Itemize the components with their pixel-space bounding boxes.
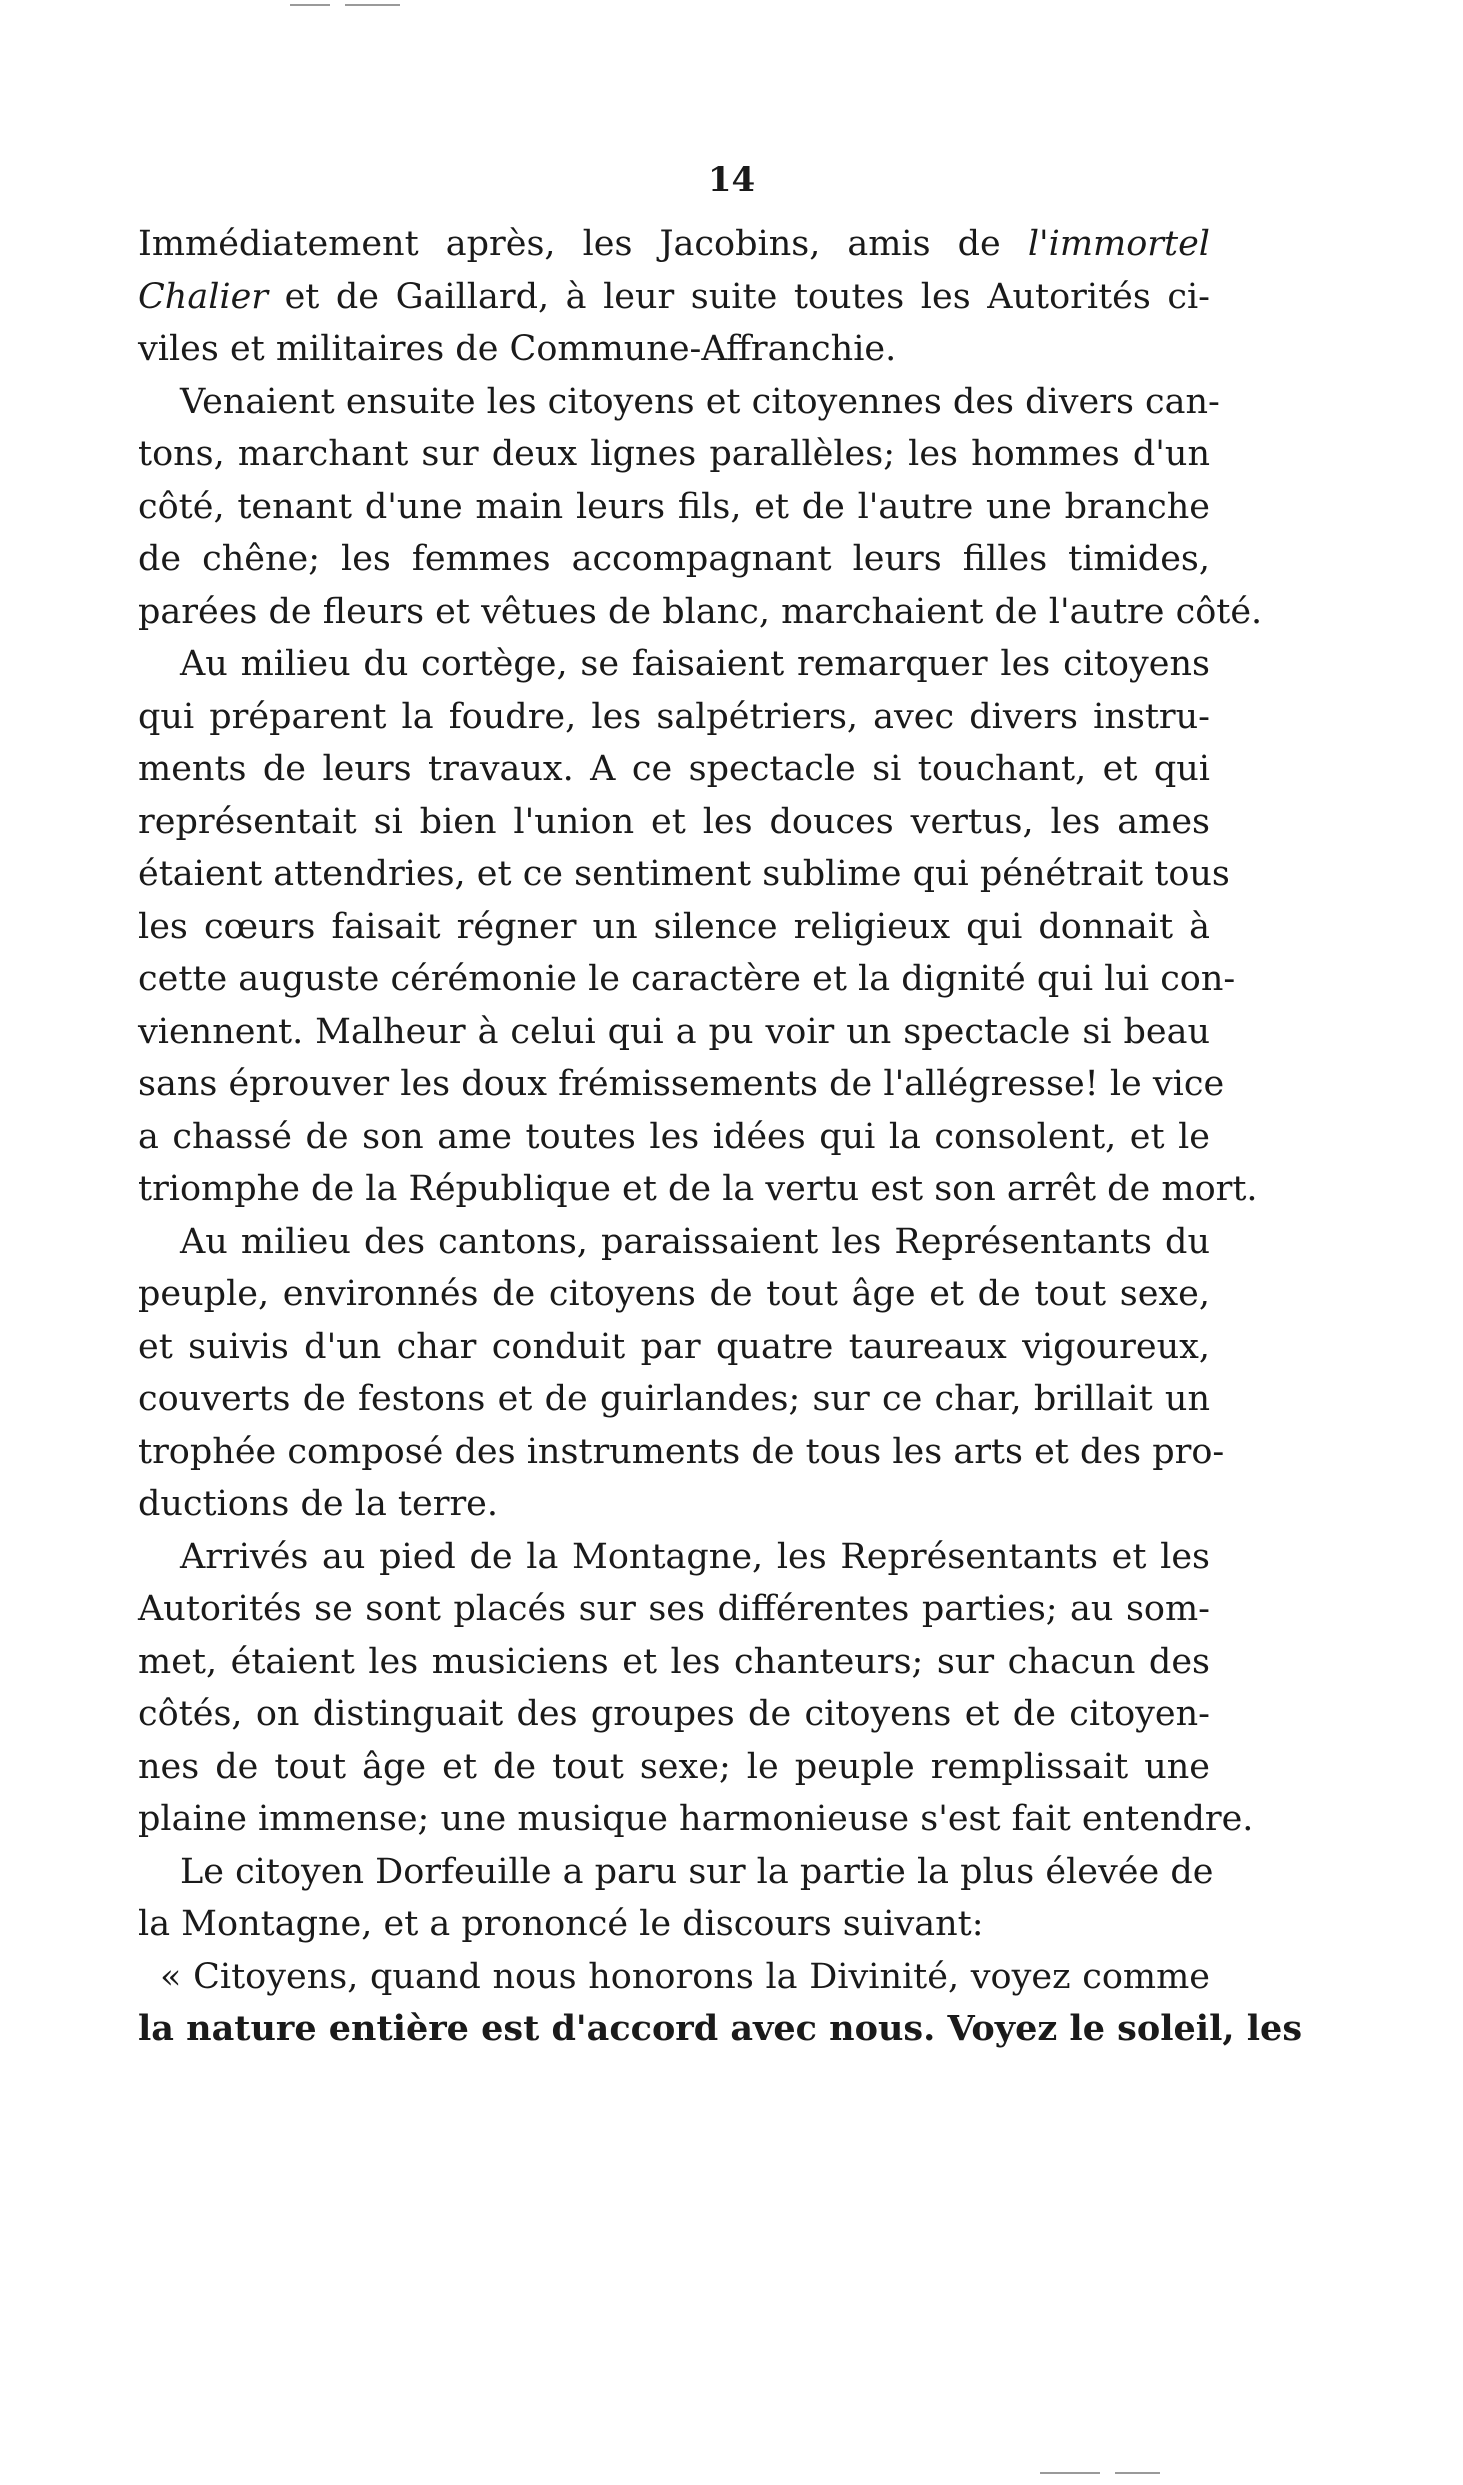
text-line: [138, 1741, 1210, 1794]
text-span: Venaient ensuite les citoyens et citoyennes des divers can-: [180, 381, 1220, 422]
text-line: [138, 901, 1210, 954]
text-span: viles et militaires de Commune-Affranchie.: [138, 329, 897, 369]
text-span: parées de fleurs et vêtues de blanc, marchaient de l'autre côté.: [138, 591, 1263, 632]
italic-text: Chalier: [138, 276, 269, 317]
text-span: Arrivés au pied de la Montagne, les Représentants et les: [180, 1536, 1210, 1577]
text-line: [138, 1688, 1210, 1741]
text-span: Autorités se sont placés sur ses différentes parties; au som-: [138, 1589, 1210, 1629]
scan-mark: [1115, 2472, 1160, 2474]
text-line: [138, 481, 1210, 534]
text-span: « Citoyens, quand nous honorons la Divinité, voyez comme: [160, 1956, 1210, 1997]
text-line: [138, 586, 1263, 639]
text-line: [138, 796, 1210, 849]
text-span: et suivis d'un char conduit par quatre taureaux vigoureux,: [138, 1326, 1210, 1367]
scan-mark: [290, 4, 330, 6]
text-span: de chêne; les femmes accompagnant leurs filles timides,: [138, 539, 1210, 579]
text-line: [138, 953, 1236, 1006]
text-line: [138, 1426, 1225, 1479]
text-span: la nature entière est d'accord avec nous. Voyez le soleil, les: [138, 2008, 1303, 2049]
text-span: et de Gaillard, à leur suite toutes les Autorités ci-: [268, 276, 1210, 317]
text-line: [138, 1478, 1210, 1531]
text-line: [138, 1058, 1225, 1111]
text-line: [138, 2003, 1303, 2056]
text-line: [138, 638, 1210, 691]
text-line: [138, 1531, 1210, 1584]
text-line: [138, 218, 1210, 271]
text-span: représentait si bien l'union et les douces vertus, les ames: [138, 801, 1210, 842]
text-line: [138, 1951, 1210, 2004]
text-span: Immédiatement après, les Jacobins, amis de: [138, 224, 1028, 264]
text-span: tons, marchant sur deux lignes parallèles; les hommes d'un: [138, 434, 1210, 474]
text-line: [138, 1793, 1254, 1846]
text-span: trophée composé des instruments de tous les arts et des pro-: [138, 1431, 1225, 1472]
text-line: [138, 323, 1210, 376]
text-span: Au milieu des cantons, paraissaient les Représentants du: [180, 1221, 1210, 1262]
text-span: ments de leurs travaux. A ce spectacle si touchant, et qui: [138, 749, 1210, 789]
text-span: a chassé de son ame toutes les idées qui la consolent, et le: [138, 1116, 1210, 1157]
body-text: [138, 218, 1303, 2056]
scan-mark: [1040, 2472, 1100, 2474]
text-span: la Montagne, et a prononcé le discours suivant:: [138, 1904, 984, 1944]
italic-text: l'immortel: [1027, 224, 1210, 264]
text-line: [138, 533, 1210, 586]
text-span: côté, tenant d'une main leurs fils, et de l'autre une branche: [138, 486, 1210, 527]
text-span: peuple, environnés de citoyens de tout âge et de tout sexe,: [138, 1274, 1210, 1314]
text-line: [138, 271, 1210, 324]
scan-mark: [345, 4, 400, 6]
text-line: [138, 1636, 1210, 1689]
text-line: [138, 691, 1210, 744]
text-span: étaient attendries, et ce sentiment sublime qui pénétrait tous: [138, 854, 1230, 894]
text-line: [138, 1898, 1210, 1951]
text-line: [138, 1111, 1210, 1164]
text-span: viennent. Malheur à celui qui a pu voir un spectacle si beau: [138, 1011, 1210, 1052]
text-span: Le citoyen Dorfeuille a paru sur la partie la plus élevée de: [180, 1851, 1214, 1892]
text-span: qui préparent la foudre, les salpétriers, avec divers instru-: [138, 696, 1210, 737]
text-line: [138, 428, 1210, 481]
page-number: 14: [707, 160, 756, 200]
text-span: sans éprouver les doux frémissements de l'allégresse! le vice: [138, 1064, 1225, 1104]
text-line: [138, 1373, 1210, 1426]
text-line: [138, 1006, 1210, 1059]
text-line: [138, 1163, 1258, 1216]
text-line: [138, 1321, 1210, 1374]
text-span: cette auguste cérémonie le caractère et la dignité qui lui con-: [138, 959, 1236, 999]
text-span: côtés, on distinguait des groupes de citoyens et de citoyen-: [138, 1694, 1210, 1734]
text-line: [138, 848, 1230, 901]
text-span: Au milieu du cortège, se faisaient remarquer les citoyens: [180, 644, 1210, 684]
text-span: ductions de la terre.: [138, 1484, 499, 1524]
text-span: triomphe de la République et de la vertu est son arrêt de mort.: [138, 1169, 1258, 1209]
text-line: [138, 1216, 1210, 1269]
text-span: met, étaient les musiciens et les chanteurs; sur chacun des: [138, 1641, 1210, 1682]
text-line: [138, 743, 1210, 796]
text-line: [138, 1846, 1214, 1899]
text-span: plaine immense; une musique harmonieuse s'est fait entendre.: [138, 1799, 1254, 1839]
text-span: les cœurs faisait régner un silence religieux qui donnait à: [138, 906, 1210, 947]
text-span: nes de tout âge et de tout sexe; le peuple remplissait une: [138, 1746, 1210, 1787]
text-line: [138, 1583, 1210, 1636]
text-span: couverts de festons et de guirlandes; sur ce char, brillait un: [138, 1379, 1210, 1419]
text-line: [138, 1268, 1210, 1321]
text-line: [138, 376, 1220, 429]
